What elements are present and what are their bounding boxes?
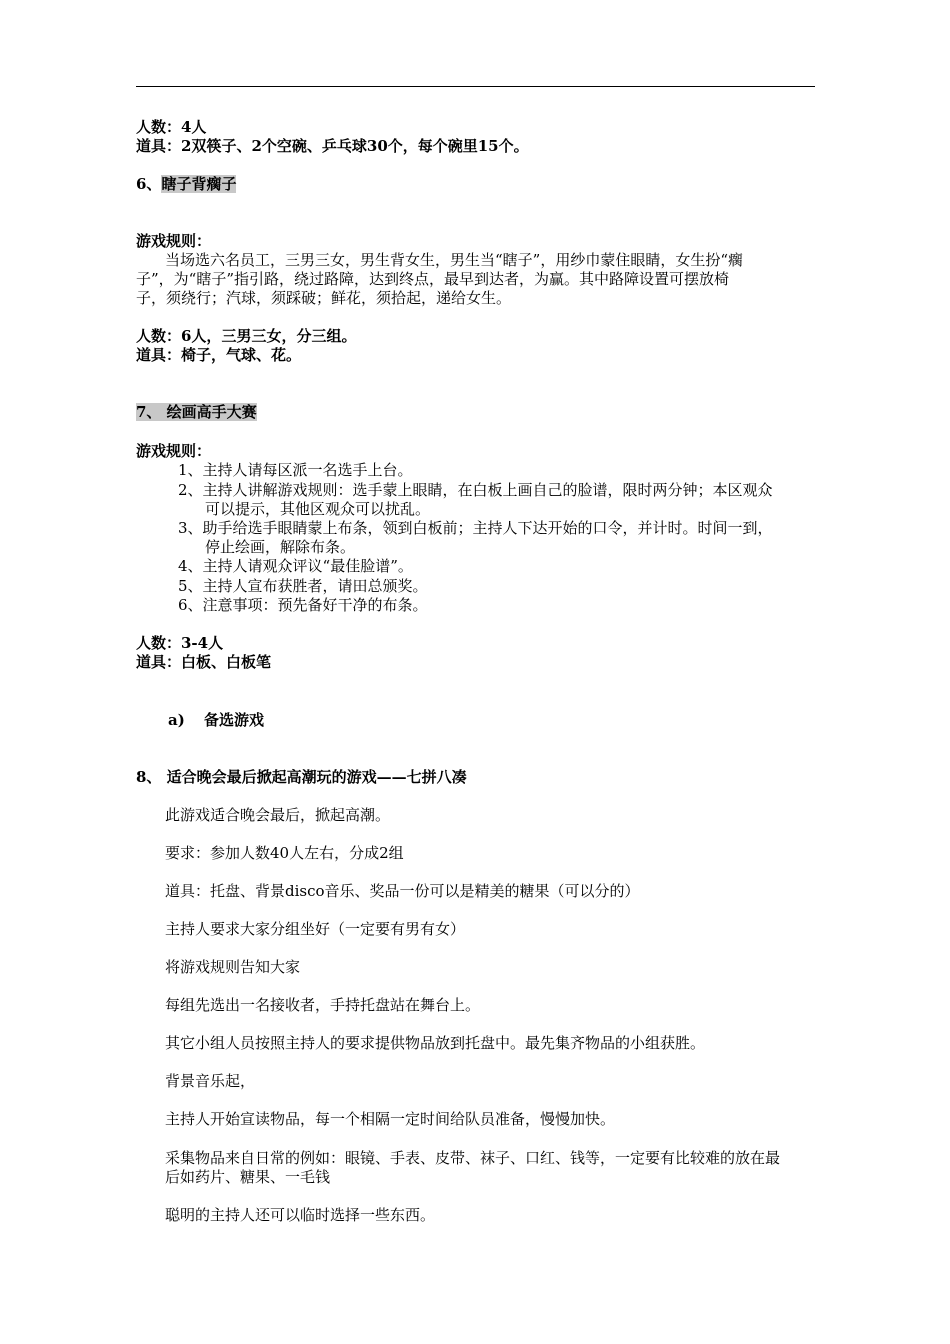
- section8-para: 背景音乐起，: [165, 1072, 256, 1090]
- section6-rules-label: 游戏规则：: [136, 232, 212, 250]
- section8-para: 道具：托盘、背景disco音乐、奖品一份可以是精美的糖果（可以分的）: [165, 882, 640, 900]
- section7-item: 4、主持人请观众评议“最佳脸谱”。: [178, 557, 413, 575]
- section8-para: 此游戏适合晚会最后，掀起高潮。: [165, 806, 391, 824]
- section8-para: 将游戏规则告知大家: [165, 958, 301, 976]
- section6-props: 道具：椅子，气球、花。: [136, 346, 302, 364]
- section7-item: 3、助手给选手眼睛蒙上布条，领到白板前；主持人下达开始的口令，并计时。时间一到，: [178, 519, 773, 537]
- header-rule: [136, 86, 815, 87]
- section7-title: 绘画高手大赛: [166, 403, 257, 421]
- section7-item: 5、主持人宣布获胜者，请田总颁奖。: [178, 577, 428, 595]
- section6-number: 6、: [136, 175, 162, 193]
- section7-item: 可以提示，其他区观众可以扰乱。: [205, 500, 431, 518]
- alt-heading-title: 备选游戏: [204, 711, 265, 729]
- section6-body-line: 子，须绕行；汽球，须踩破；鲜花，须拾起，递给女生。: [136, 289, 512, 307]
- section7-rules-label: 游戏规则：: [136, 442, 212, 460]
- section8-heading: 8、 适合晚会最后掀起高潮玩的游戏——七拼八凑: [136, 768, 467, 786]
- section7-item: 2、主持人讲解游戏规则：选手蒙上眼睛，在白板上画自己的脸谱，限时两分钟；本区观众: [178, 481, 773, 499]
- section6-people: 人数：6人，三男三女，分三组。: [136, 327, 357, 345]
- section6-heading: [136, 174, 236, 194]
- section7-item: 6、注意事项：预先备好干净的布条。: [178, 596, 428, 614]
- top-props: 道具：2双筷子、2个空碗、乒乓球30个，每个碗里15个。: [136, 137, 529, 155]
- section8-para: 每组先选出一名接收者，手持托盘站在舞台上。: [165, 996, 481, 1014]
- top-people: 人数：4人: [136, 118, 207, 136]
- section8-para: 主持人开始宣读物品，每一个相隔一定时间给队员准备，慢慢加快。: [165, 1110, 616, 1128]
- alt-heading-marker: a): [168, 711, 185, 729]
- section7-item: 停止绘画，解除布条。: [205, 538, 356, 556]
- section8-para: 其它小组人员按照主持人的要求提供物品放到托盘中。最先集齐物品的小组获胜。: [165, 1034, 706, 1052]
- section8-para: 后如药片、糖果、一毛钱: [165, 1168, 331, 1186]
- section6-title: 瞎子背瘸子: [161, 175, 237, 193]
- section7-number: 7、: [136, 403, 162, 421]
- section8-para: 采集物品来自日常的例如：眼镜、手表、皮带、袜子、口红、钱等，一定要有比较难的放在最: [165, 1149, 781, 1167]
- section7-people: 人数：3-4人: [136, 634, 224, 652]
- section7-item: 1、主持人请每区派一名选手上台。: [178, 461, 413, 479]
- section6-body-line: 子”，为“瞎子”指引路，绕过路障，达到终点，最早到达者，为赢。其中路障设置可摆放椅: [136, 270, 730, 288]
- section8-para: 聪明的主持人还可以临时选择一些东西。: [165, 1206, 436, 1224]
- section6-body-line: 当场选六名员工，三男三女，男生背女生，男生当“瞎子”，用纱巾蒙住眼睛，女生扮“瘸: [165, 251, 744, 269]
- section8-para: 主持人要求大家分组坐好（一定要有男有女）: [165, 920, 466, 938]
- section7-heading: [136, 402, 257, 422]
- section8-para: 要求：参加人数40人左右，分成2组: [165, 844, 404, 862]
- section7-props: 道具：白板、白板笔: [136, 653, 272, 671]
